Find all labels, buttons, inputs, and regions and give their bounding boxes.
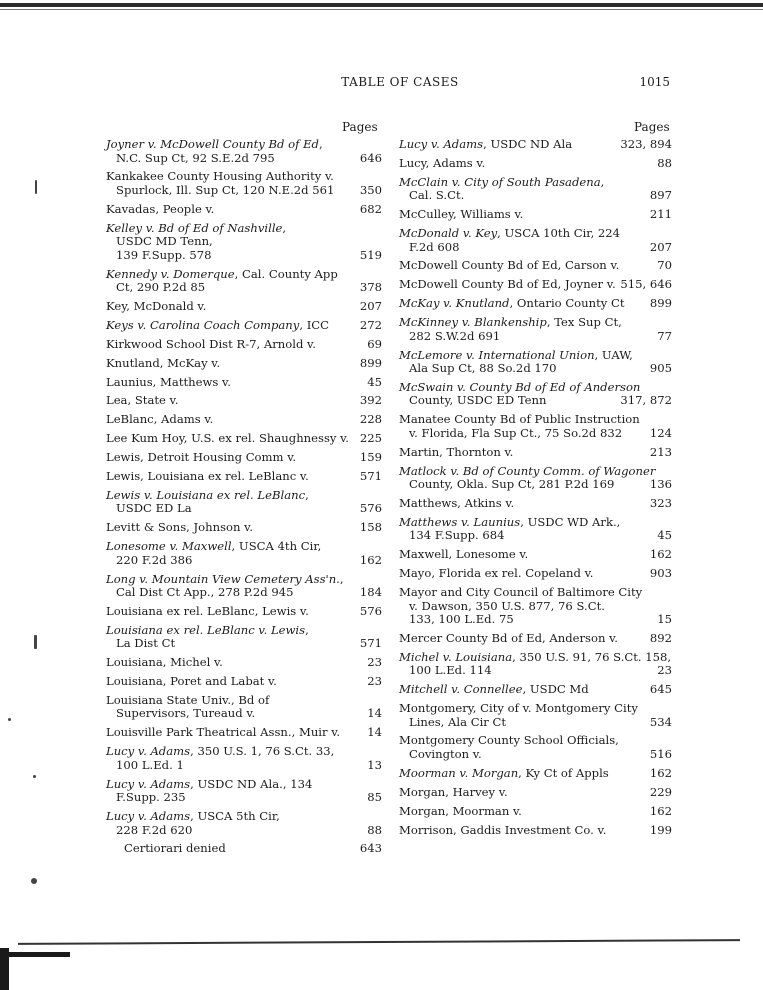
case-name: Matthews v. Launius, USDC WD Ark.,: [399, 514, 621, 529]
case-entry: [399, 567, 672, 581]
case-pages: 272: [359, 317, 382, 332]
case-pages: 571: [359, 468, 382, 483]
case-pages: 643: [359, 841, 382, 856]
case-pages: 228: [359, 412, 382, 427]
case-name: Lucy, Adams v.: [399, 155, 486, 170]
case-name: Knutland, McKay v.: [106, 355, 221, 370]
case-name: McDowell County Bd of Ed, Joyner v.: [399, 277, 616, 292]
case-name: Kelley v. Bd of Ed of Nashville,: [106, 220, 287, 235]
case-entry: [106, 376, 382, 390]
case-pages: 323, 894: [620, 137, 672, 151]
case-citation: 100 L.Ed. 1: [116, 757, 184, 772]
case-pages: 645: [649, 682, 672, 697]
case-name: Key, McDonald v.: [106, 298, 207, 313]
case-pages: 576: [359, 603, 382, 618]
case-entry: [399, 683, 672, 697]
case-pages: 23: [367, 655, 382, 670]
case-entry: [399, 381, 672, 408]
case-entry: [106, 745, 382, 772]
case-entry: [106, 605, 382, 619]
case-entry: [106, 694, 382, 721]
case-name: Lucy v. Adams, 350 U.S. 1, 76 S.Ct. 33,: [106, 744, 335, 759]
case-name: Louisiana State Univ., Bd of: [106, 692, 270, 707]
case-citation: Lines, Ala Cir Ct: [409, 714, 507, 729]
case-pages: 207: [359, 298, 382, 313]
case-name: McKinney v. Blankenship, Tex Sup Ct,: [399, 315, 622, 330]
case-pages: 516: [649, 746, 672, 761]
case-pages: 897: [649, 188, 672, 203]
case-name: Manatee County Bd of Public Instruction: [399, 412, 640, 427]
case-entry: [106, 726, 382, 740]
case-pages: 162: [649, 803, 672, 818]
case-name: Lucy v. Adams, USDC ND Ala: [399, 137, 573, 151]
case-name: Moorman v. Morgan, Ky Ct of Appls: [399, 765, 609, 780]
case-name: Lewis v. Louisiana ex rel. LeBlanc,: [106, 487, 309, 502]
case-pages: 229: [649, 784, 672, 799]
case-entry: [399, 208, 672, 222]
case-name: Lucy v. Adams, USCA 5th Cir,: [106, 809, 280, 824]
case-citation: 139 F.Supp. 578: [116, 247, 212, 262]
case-entry: [399, 278, 672, 292]
case-name: Long v. Mountain View Cemetery Ass'n.,: [106, 571, 344, 586]
case-entry: [399, 497, 672, 511]
case-entry: [399, 548, 672, 562]
case-name: Morgan, Moorman v.: [399, 803, 522, 818]
case-pages: 199: [649, 822, 672, 837]
case-pages: 85: [367, 790, 382, 805]
case-citation: F.2d 608: [409, 239, 460, 254]
case-pages: 184: [359, 585, 382, 600]
case-name: Mayo, Florida ex rel. Copeland v.: [399, 566, 594, 581]
case-name: Lucy v. Adams, USDC ND Ala., 134: [106, 776, 313, 791]
case-entry: [106, 470, 382, 484]
case-entry: [106, 842, 382, 856]
case-citation: N.C. Sup Ct, 92 S.E.2d 795: [116, 150, 275, 165]
case-entry: [399, 586, 672, 627]
case-pages: 15: [657, 612, 672, 627]
case-entry: [399, 316, 672, 343]
case-name: Lewis, Louisiana ex rel. LeBlanc v.: [106, 468, 309, 483]
case-entry: [399, 446, 672, 460]
left-column: [106, 138, 382, 861]
case-pages: 69: [367, 336, 382, 351]
case-citation: 228 F.2d 620: [116, 822, 193, 837]
case-name: McClain v. City of South Pasadena,: [399, 174, 605, 189]
case-entry: [106, 521, 382, 535]
case-citation: 134 F.Supp. 684: [409, 528, 505, 543]
case-pages: 317, 872: [620, 393, 672, 408]
case-citation: 133, 100 L.Ed. 75: [409, 612, 514, 627]
scan-speck: [31, 878, 37, 884]
case-entry: [399, 824, 672, 838]
case-citation: USDC MD Tenn,: [116, 234, 213, 249]
case-pages: 515, 646: [620, 277, 672, 292]
case-entry: [399, 259, 672, 273]
case-pages: 70: [657, 258, 672, 273]
case-name: Mitchell v. Connellee, USDC Md: [399, 682, 589, 697]
case-entry: [106, 338, 382, 352]
case-entry: [399, 413, 672, 440]
case-pages: 392: [359, 393, 382, 408]
case-entry: [106, 222, 382, 263]
scan-speck: [33, 775, 36, 778]
case-citation: County, USDC ED Tenn: [409, 393, 547, 408]
case-entry: [106, 489, 382, 516]
case-entry: [399, 157, 672, 171]
case-citation: USDC ED La: [116, 501, 192, 516]
bottom-scan-rule: [18, 939, 740, 945]
case-citation: La Dist Ct: [116, 636, 176, 651]
case-pages: 519: [359, 247, 382, 262]
case-name: Lea, State v.: [106, 393, 179, 408]
case-pages: 77: [657, 328, 672, 343]
case-entry: [106, 778, 382, 805]
case-pages: 158: [359, 520, 382, 535]
case-citation: Supervisors, Tureaud v.: [116, 706, 256, 721]
case-pages: 88: [657, 155, 672, 170]
case-name: Kirkwood School Dist R-7, Arnold v.: [106, 336, 316, 351]
case-entry: [399, 651, 672, 678]
case-entry: [399, 702, 672, 729]
case-pages: 646: [359, 150, 382, 165]
case-entry: [106, 624, 382, 651]
case-name: Kavadas, People v.: [106, 201, 215, 216]
case-pages: 13: [367, 757, 382, 772]
case-pages: 899: [359, 355, 382, 370]
case-name: McSwain v. County Bd of Ed of Anderson: [399, 379, 641, 394]
case-citation: Cal Dist Ct App., 278 P.2d 945: [116, 585, 294, 600]
scan-speck: [34, 635, 37, 649]
case-name: McLemore v. International Union, UAW,: [399, 347, 633, 362]
case-name: Maxwell, Lonesome v.: [399, 547, 529, 562]
case-entry: [399, 176, 672, 203]
case-entry: [106, 300, 382, 314]
case-name: Morrison, Gaddis Investment Co. v.: [399, 822, 607, 837]
case-pages: 23: [657, 663, 672, 678]
case-name: Mayor and City Council of Baltimore City: [399, 585, 643, 600]
case-name: Montgomery County School Officials,: [399, 733, 619, 748]
right-column: [399, 138, 672, 842]
case-entry: [106, 540, 382, 567]
case-name: McCulley, Williams v.: [399, 207, 524, 222]
case-citation: v. Florida, Fla Sup Ct., 75 So.2d 832: [409, 425, 623, 440]
case-name: Montgomery, City of v. Montgomery City: [399, 701, 638, 716]
scan-speck: [8, 718, 11, 721]
top-border-rule-thin: [0, 9, 763, 10]
case-citation: Covington v.: [409, 746, 482, 761]
case-pages: 162: [359, 552, 382, 567]
case-pages: 576: [359, 501, 382, 516]
case-name: Matlock v. Bd of County Comm. of Wagoner: [399, 463, 656, 478]
case-entry: [106, 319, 382, 333]
case-pages: 903: [649, 566, 672, 581]
case-pages: 88: [367, 822, 382, 837]
case-entry: [106, 656, 382, 670]
case-entry: [106, 357, 382, 371]
case-name: Mercer County Bd of Ed, Anderson v.: [399, 630, 618, 645]
case-name: Launius, Matthews v.: [106, 374, 231, 389]
case-pages: 45: [367, 374, 382, 389]
case-name: Lee Kum Hoy, U.S. ex rel. Shaughnessy v.: [106, 431, 349, 446]
case-name: Louisiana ex rel. LeBlanc v. Lewis,: [106, 622, 309, 637]
case-pages: 124: [649, 425, 672, 440]
case-pages: 162: [649, 765, 672, 780]
case-citation: Cal. S.Ct.: [409, 188, 465, 203]
case-citation: 100 L.Ed. 114: [409, 663, 492, 678]
case-pages: 323: [649, 495, 672, 510]
case-name: Louisiana, Michel v.: [106, 655, 223, 670]
case-pages: 136: [649, 477, 672, 492]
case-name: Louisville Park Theatrical Assn., Muir v.: [106, 725, 341, 740]
case-name: Kennedy v. Domerque, Cal. County App: [106, 266, 338, 281]
case-name: Joyner v. McDowell County Bd of Ed,: [106, 137, 323, 151]
case-name: Morgan, Harvey v.: [399, 784, 508, 799]
case-pages: 45: [657, 528, 672, 543]
case-name: Louisiana, Poret and Labat v.: [106, 674, 277, 689]
case-entry: [106, 675, 382, 689]
case-pages: 213: [649, 444, 672, 459]
case-pages: 14: [367, 725, 382, 740]
case-entry: [399, 516, 672, 543]
case-entry: [399, 227, 672, 254]
case-pages: 23: [367, 674, 382, 689]
page-number: 1015: [639, 75, 670, 89]
case-citation: Ct, 290 P.2d 85: [116, 280, 206, 295]
case-entry: [106, 810, 382, 837]
case-citation: Ala Sup Ct, 88 So.2d 170: [409, 361, 557, 376]
case-entry: [399, 805, 672, 819]
case-entry: [106, 170, 382, 197]
case-pages: 682: [359, 201, 382, 216]
case-citation: 282 S.W.2d 691: [409, 328, 501, 343]
case-name: Louisiana ex rel. LeBlanc, Lewis v.: [106, 603, 309, 618]
right-pages-label: Pages: [634, 120, 670, 134]
case-pages: 14: [367, 706, 382, 721]
case-name: Michel v. Louisiana, 350 U.S. 91, 76 S.Ct. 158,: [399, 649, 672, 664]
case-name: McKay v. Knutland, Ontario County Ct: [399, 296, 625, 311]
case-pages: 905: [649, 361, 672, 376]
scan-speck: [35, 180, 37, 194]
case-entry: [399, 465, 672, 492]
case-entry: [399, 767, 672, 781]
running-header-title: TABLE OF CASES: [341, 75, 459, 89]
case-pages: 211: [649, 207, 672, 222]
case-citation: County, Okla. Sup Ct, 281 P.2d 169: [409, 477, 615, 492]
case-name: McDonald v. Key, USCA 10th Cir, 224: [399, 226, 621, 241]
case-name: Lonesome v. Maxwell, USCA 4th Cir,: [106, 539, 322, 554]
case-entry: [106, 138, 382, 165]
case-name: Lewis, Detroit Housing Comm v.: [106, 450, 297, 465]
case-name: Matthews, Atkins v.: [399, 495, 515, 510]
case-entry: [106, 203, 382, 217]
scan-corner-mark-horizontal: [0, 952, 70, 957]
case-pages: 207: [649, 239, 672, 254]
left-pages-label: Pages: [342, 120, 378, 134]
case-name: LeBlanc, Adams v.: [106, 412, 214, 427]
case-entry: [106, 394, 382, 408]
case-pages: 892: [649, 630, 672, 645]
case-entry: [399, 786, 672, 800]
case-pages: 350: [359, 182, 382, 197]
case-name: Levitt & Sons, Johnson v.: [106, 520, 254, 535]
case-entry: [399, 632, 672, 646]
case-pages: 534: [649, 714, 672, 729]
case-pages: 899: [649, 296, 672, 311]
case-pages: 378: [359, 280, 382, 295]
case-name: Martin, Thornton v.: [399, 444, 514, 459]
case-entry: [106, 413, 382, 427]
case-entry: [106, 268, 382, 295]
case-citation: 220 F.2d 386: [116, 552, 193, 567]
case-entry: [106, 451, 382, 465]
case-pages: 225: [359, 431, 382, 446]
case-name: Certiorari denied: [124, 841, 226, 856]
case-pages: 162: [649, 547, 672, 562]
case-entry: [399, 734, 672, 761]
case-name: McDowell County Bd of Ed, Carson v.: [399, 258, 620, 273]
case-entry: [399, 297, 672, 311]
case-pages: 571: [359, 636, 382, 651]
case-name: Keys v. Carolina Coach Company, ICC: [106, 317, 330, 332]
case-citation: Spurlock, Ill. Sup Ct, 120 N.E.2d 561: [116, 182, 335, 197]
case-entry: [399, 349, 672, 376]
case-name: Kankakee County Housing Authority v.: [106, 169, 334, 184]
top-border-rule: [0, 3, 763, 7]
case-entry: [106, 573, 382, 600]
case-pages: 159: [359, 450, 382, 465]
case-citation: v. Dawson, 350 U.S. 877, 76 S.Ct.: [409, 598, 605, 613]
case-citation: F.Supp. 235: [116, 790, 186, 805]
case-entry: [399, 138, 672, 152]
case-entry: [106, 432, 382, 446]
